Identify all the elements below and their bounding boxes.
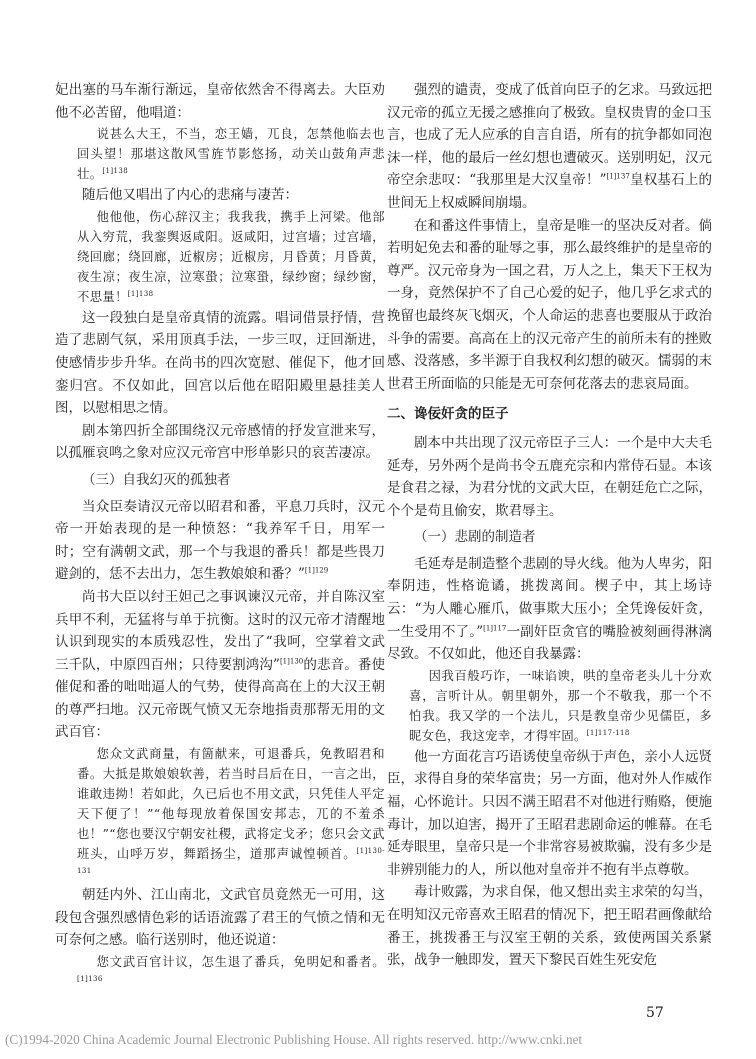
paragraph: 毒计败露，为求自保，他又想出卖主求荣的勾当，在明知汉元帝喜欢王昭君的情况下，把王昭君画像献给番王，挑拨番王与汉室王朝的关系，致使两国关系紧张，战争一触即发，置天下黎民百姓生死安危 bbox=[387, 884, 712, 969]
paragraph: 妃出塞的马车渐行渐远，皇帝依然舍不得离去。大臣劝他不必苦留，他唱道： bbox=[55, 82, 385, 121]
paragraph: 随后他又唱出了内心的悲痛与凄苦： bbox=[82, 187, 298, 204]
block-quote: 他他他，伤心辞汉主；我我我，携手上河梁。他部从入穷荒，我銮舆返咸阳。返咸阳，过宫墙；过宫墙，绕回廊；绕回廊，近椒房；近椒房，月昏黄；月昏黄，夜生凉；夜生凉，泣寒蛩；泣寒蛩，绿纱窗；绿纱窗，不思量！$^{[1]138}$ bbox=[77, 209, 385, 304]
block-quote: 您众文武商量，有箇献来，可退番兵，免教昭君和番。大抵是欺娘娘软善，若当时吕后在日，一言之出，谁敢违拗！若如此，久已后也不用文武，只凭佳人平定天下便了！”“他每现放着保国安邦志，兀的不羞杀也！”“您也要汉宁朝安社稷，武将定戈矛；您只会文武班头，山呼万岁，舞蹈扬尘，道那声诚惶顿首。$^{[1]130-131}$ bbox=[77, 747, 385, 875]
paragraph: 在和番这件事情上，皇帝是唯一的坚决反对者。倘若明妃免去和番的耻辱之事，那么最终维护的是皇帝的尊严。汉元帝身为一国之君，万人之上，集天下王权为一身，竟然保护不了自己心爱的妃子，他几乎乞求式的挽留也最终灰飞烟灭，个人命运的悲喜也要服从于政治斗争的需要。高高在上的汉元帝产生的前所未有的挫败感、没落感，多半源于自我权利幻想的破灭。懦弱的末世君王所面临的只能是无可奈何花落去的悲哀局面。 bbox=[387, 217, 712, 392]
copyright-footer: (C)1994-2020 China Academic Journal Electronic Publishing House. All rights reserved. http://www.cnki.net bbox=[5, 1032, 583, 1047]
section-heading: 二、谗佞奸贪的臣子 bbox=[387, 406, 509, 423]
paragraph: 剧本第四折全部围绕汉元帝感情的抒发宣泄来写，以孤雁哀鸣之象对应汉元帝宫中形单影只的哀苦凄凉。 bbox=[55, 422, 385, 462]
page-number: 57 bbox=[646, 1005, 664, 1021]
paragraph: 毛延寿是制造整个悲剧的导火线。他为人卑劣，阳奉阴违，性格诡谲，挑拨离间。楔子中，其上场诗云：“为人雕心雁爪，做事欺大压小；全凭谗佞奸贪，一生受用不了。”$^{[1]117}$一副奸臣贪官的嘴脸被刻画得淋漓尽致。不仅如此，他还自我暴露： bbox=[387, 555, 713, 663]
paragraph: 当众臣奏请汉元帝以昭君和番，平息刀兵时，汉元帝一开始表现的是一种愤怒：“我养军千日，用军一时；空有满朝文武，那一个与我退的番兵！都是些畏刀避剑的，恁不去出力，怎生教娘娘和番？”$^{[1]129}$ bbox=[55, 498, 385, 583]
paragraph: 剧本中共出现了汉元帝臣子三人：一个是中大夫毛延寿，另外两个是尚书令五鹿充宗和内常侍石显。本该是食君之禄，为君分忧的文武大臣，在朝廷危亡之际，个个是苟且偷安，欺君辱主。 bbox=[387, 434, 712, 519]
paragraph: 朝廷内外、江山南北，文武官员竟然无一可用，这段包含强烈感情色彩的话语流露了君王的气愤之情和无可奈何之感。临行送别时，他还说道： bbox=[55, 887, 385, 949]
block-quote: 说甚么大王，不当，恋王嫱，兀良，怎禁他临去也回头望！那堪这散风雪旌节影悠扬，动关山鼓角声悲壮。$^{[1]138}$ bbox=[77, 127, 385, 182]
paragraph: 强烈的谴责，变成了低首向臣子的乞求。马致远把汉元帝的孤立无援之感推向了极致。皇权贵胄的金口玉言，也成了无人应承的自言自语，所有的抗争都如同泡沫一样，他的最后一丝幻想也遭破灭。送别明妃，汉元帝空余悲叹：“我那里是大汉皇帝！”$^{[1]137}$皇权基石上的世间无上权威瞬间崩塌。 bbox=[387, 82, 712, 211]
paragraph: 尚书大臣以纣王妲己之事讽谏汉元帝，并自陈汉室兵甲不利，无猛将与单于抗衡。这时的汉元帝才清醒地认识到现实的本质残忍性，发出了“我呵，空掌着文武三千队，中原四百州；只待要割鸿沟”$^{[1]130}$的悲音。番使催促和番的咄咄逼人的气势，使得高高在上的大汉王朝的尊严扫地。汉元帝既气愤又无奈地指责那帮无用的文武百官： bbox=[55, 588, 386, 741]
subsection-heading: （一）悲剧的制造者 bbox=[414, 529, 536, 546]
paragraph: 他一方面花言巧语诱使皇帝纵于声色，亲小人远贤臣，求得自身的荣华富贵；另一方面，他对外人作威作福，心怀诡计。只因不满王昭君不对他进行贿赂，便施毒计，加以迫害，揭开了王昭君悲剧命运的帷幕。在毛延寿眼里，皇帝只是一个非常容易被欺骗，没有多少是非辨别能力的人，所以他对皇帝并不抱有半点尊敬。 bbox=[387, 748, 712, 878]
block-quote: 因我百般巧诈，一味谄谀，哄的皇帝老头儿十分欢喜，言听计从。朝里朝外，那一个不敬我，那一个不怕我。我又学的一个法儿，只是教皇帝少见儒臣，多昵女色，我这宠幸，才得牢固。$^{[1]117-118}$ bbox=[409, 668, 712, 743]
subsection-heading: （三）自我幻灭的孤独者 bbox=[82, 471, 231, 488]
right-column bbox=[387, 79, 712, 972]
left-column bbox=[55, 79, 385, 992]
block-quote: 您文武百官计议，怎生退了番兵，免明妃和番者。$^{[1]136}$ bbox=[77, 954, 385, 983]
paragraph: 这一段独白是皇帝真情的流露。唱词借景抒情，营造了悲剧气氛，采用顶真手法，一步三叹，迂回渐进，使感情步步升华。在尚书的四次宽慰、催促下，他才回銮归宫。不仅如此，回宫以后他在昭阳殿里悬挂美人图，以慰相思之情。 bbox=[55, 309, 385, 417]
